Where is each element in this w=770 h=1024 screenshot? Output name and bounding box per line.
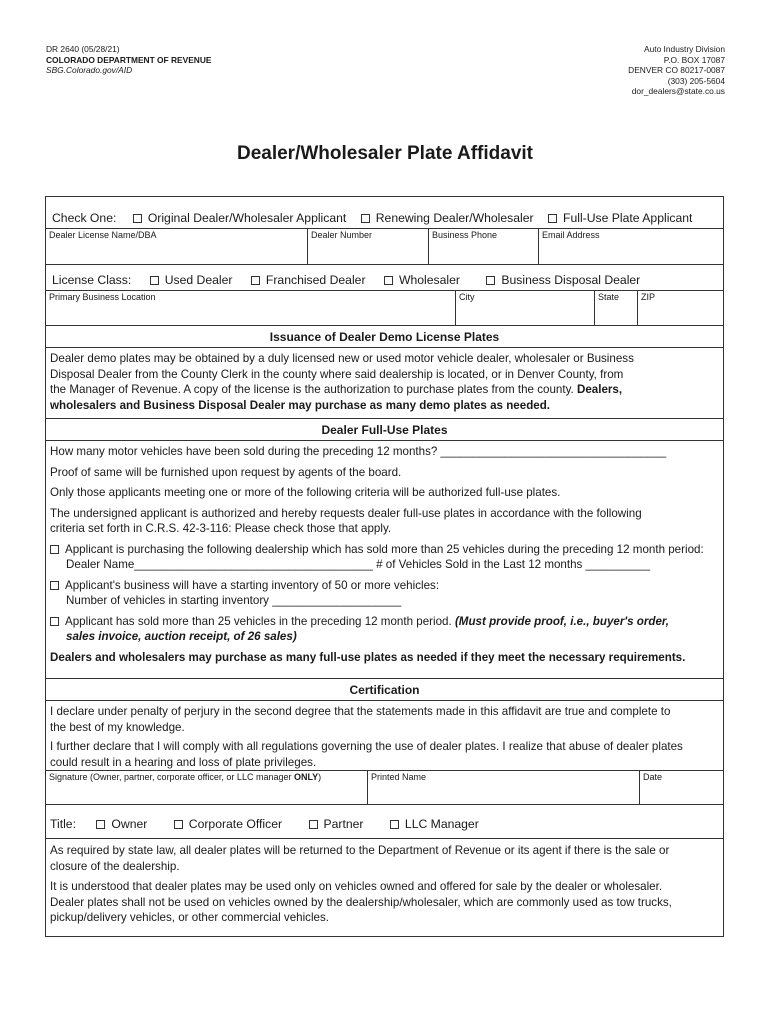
criteria-option-purchasing[interactable]: Applicant is purchasing the following dealership which has sold more than 25 vehicles during the preceding 12 month period: — [46, 542, 723, 558]
checkbox[interactable] — [150, 276, 159, 285]
option-wholesaler[interactable]: Wholesaler — [384, 273, 460, 287]
checkbox[interactable] — [96, 820, 105, 829]
checkbox[interactable] — [361, 214, 370, 223]
header-right — [628, 44, 725, 97]
title-option-llc-manager[interactable]: LLC Manager — [390, 817, 479, 831]
checkbox[interactable] — [174, 820, 183, 829]
option-used-dealer[interactable]: Used Dealer — [150, 273, 233, 287]
dealer-name-vehicles-field[interactable]: Dealer Name_____________________________________ # of Vehicles Sold in the Last 12 months __________ — [66, 558, 651, 571]
title-label: Title: — [50, 817, 76, 831]
demo-section-text: Dealer demo plates may be obtained by a duly licensed new or used motor vehicle dealer, wholesaler or Business Disposal Dealer from the County Clerk in the county where said dealership is located, or in Denver County, from the Manager of Revenue. A copy of the license is the authorization to purchase plates from the county. Dealers, wholesalers and Business Disposal Dealer may purchase as many demo plates as needed. — [46, 348, 723, 419]
starting-inventory-field[interactable]: Number of vehicles in starting inventory ____________________ — [66, 594, 402, 607]
checkbox[interactable] — [251, 276, 260, 285]
footer-text: As required by state law, all dealer plates will be returned to the Department of Revenue or its agent if there is the sale or closure of the dealership. It is understood that dealer plates may be used only on vehicles owned and offered for sale by the dealer or wholesaler. Dealer plates shall not be used on vehicles owned by the dealership/wholesaler, which are commonly used as tow trucks, pickup/delivery vehicles, or other commercial vehicles. — [50, 844, 672, 924]
po-box: P.O. BOX 17087 — [663, 54, 725, 65]
license-fields-row — [46, 229, 723, 265]
title-option-partner[interactable]: Partner — [309, 817, 364, 831]
fulluse-closing-statement: Dealers and wholesalers may purchase as many full-use plates as needed if they meet the necessary requirements. — [50, 650, 686, 664]
option-business-disposal[interactable]: Business Disposal Dealer — [486, 273, 640, 287]
checkbox[interactable] — [486, 276, 495, 285]
fulluse-section-heading: Dealer Full-Use Plates — [46, 419, 723, 441]
zip-field[interactable]: ZIP — [641, 292, 656, 302]
printed-name-field[interactable]: Printed Name — [368, 771, 640, 804]
division-name: Auto Industry Division — [644, 44, 725, 54]
proof-statement: Proof of same will be furnished upon request by agents of the board. — [50, 465, 402, 479]
title-option-owner[interactable]: Owner — [96, 817, 147, 831]
license-class-row — [46, 265, 723, 291]
checkbox[interactable] — [133, 214, 142, 223]
checkbox[interactable] — [50, 545, 59, 554]
demo-section-heading: Issuance of Dealer Demo License Plates — [46, 326, 723, 348]
date-field[interactable]: Date — [643, 772, 663, 782]
checkbox[interactable] — [50, 581, 59, 590]
certification-text: I declare under penalty of perjury in the second degree that the statements made in this affidavit are true and complete to the best of my knowledge. I further declare that I will comply with all regulations governing the use of dealer plates. I realize that abuse of dealer plates could result in a hearing and loss of plate privileges. — [46, 701, 723, 771]
form-number: DR 2640 (05/28/21) — [46, 44, 120, 54]
option-full-use[interactable]: Full-Use Plate Applicant — [548, 211, 692, 225]
email-address-field[interactable]: Email Address — [542, 230, 600, 240]
affidavit-form — [45, 196, 724, 937]
website: SBG.Colorado.gov/AID — [46, 65, 133, 76]
certification-heading: Certification — [46, 679, 723, 701]
header-left — [46, 44, 212, 76]
city-zip: DENVER CO 80217-0087 — [628, 65, 725, 76]
vehicles-sold-question[interactable]: How many motor vehicles have been sold during the preceding 12 months? ___________________________________ — [50, 445, 667, 458]
check-one-row — [46, 197, 723, 229]
dealer-license-name-field[interactable]: Dealer License Name/DBA — [46, 229, 308, 264]
city-field[interactable]: City — [456, 291, 595, 325]
location-fields-row — [46, 291, 723, 326]
check-one-label: Check One: — [52, 211, 117, 225]
phone: (303) 205-5604 — [667, 75, 725, 86]
criteria-option-inventory[interactable]: Applicant's business will have a starting inventory of 50 or more vehicles: — [46, 578, 723, 594]
page-title: Dealer/Wholesaler Plate Affidavit — [236, 143, 533, 164]
checkbox[interactable] — [390, 820, 399, 829]
option-original-applicant[interactable]: Original Dealer/Wholesaler Applicant — [133, 211, 346, 225]
license-class-label: License Class: — [52, 273, 132, 287]
checkbox[interactable] — [548, 214, 557, 223]
criteria-statement: Only those applicants meeting one or more of the following criteria will be authorized full-use plates. — [50, 486, 561, 499]
option-renewing[interactable]: Renewing Dealer/Wholesaler — [361, 211, 534, 225]
checkbox[interactable] — [309, 820, 318, 829]
primary-business-location-field[interactable]: Primary Business Location — [46, 291, 456, 325]
criteria-option-sold-25[interactable]: Applicant has sold more than 25 vehicles in the preceding 12 month period. (Must provide proof, i.e., buyer's order, — [46, 614, 723, 630]
checkbox[interactable] — [50, 617, 59, 626]
title-row — [46, 805, 723, 839]
dealer-number-field[interactable]: Dealer Number — [308, 229, 429, 264]
email: dor_dealers@state.co.us — [631, 86, 725, 97]
signature-row — [46, 771, 723, 805]
business-phone-field[interactable]: Business Phone — [429, 229, 539, 264]
signature-field[interactable]: Signature (Owner, partner, corporate officer, or LLC manager ONLY) — [46, 771, 368, 804]
state-field[interactable]: State — [595, 291, 638, 325]
department-name: COLORADO DEPARTMENT OF REVENUE — [46, 54, 212, 65]
option-franchised-dealer[interactable]: Franchised Dealer — [251, 273, 366, 287]
title-option-corporate-officer[interactable]: Corporate Officer — [174, 817, 282, 831]
fulluse-section-content: How many motor vehicles have been sold during the preceding 12 months? ___________________________________ Proof of same will be furnished upon request by agents of the board. Only those applicants meeting one or more of the following criteria will be authorized full-use plates. The undersigned applicant is authorized and hereby requests dealer full-use plates in accordance with the following criteria set forth in C.R.S. 42-3-116: Please check those that apply. Applicant is purchasing the following dealership which has sold more than 25 vehicles during the preceding 12 month period: Dealer Name_____________________________________ # of Vehicles Sold in the Last 12 months __________ Applicant's business will have a starting inventory of 50 or more vehicles: Number of vehicles in starting inventory ____________________ Applicant has sold more than 25 vehicles in the preceding 12 month period. (Must provide proof, i.e., buyer's order, sales invoice, auction receipt, of 26 sales) Dealers and wholesalers may purchase as many full-use plates as needed if they meet the necessary requirements. — [46, 441, 723, 679]
checkbox[interactable] — [384, 276, 393, 285]
